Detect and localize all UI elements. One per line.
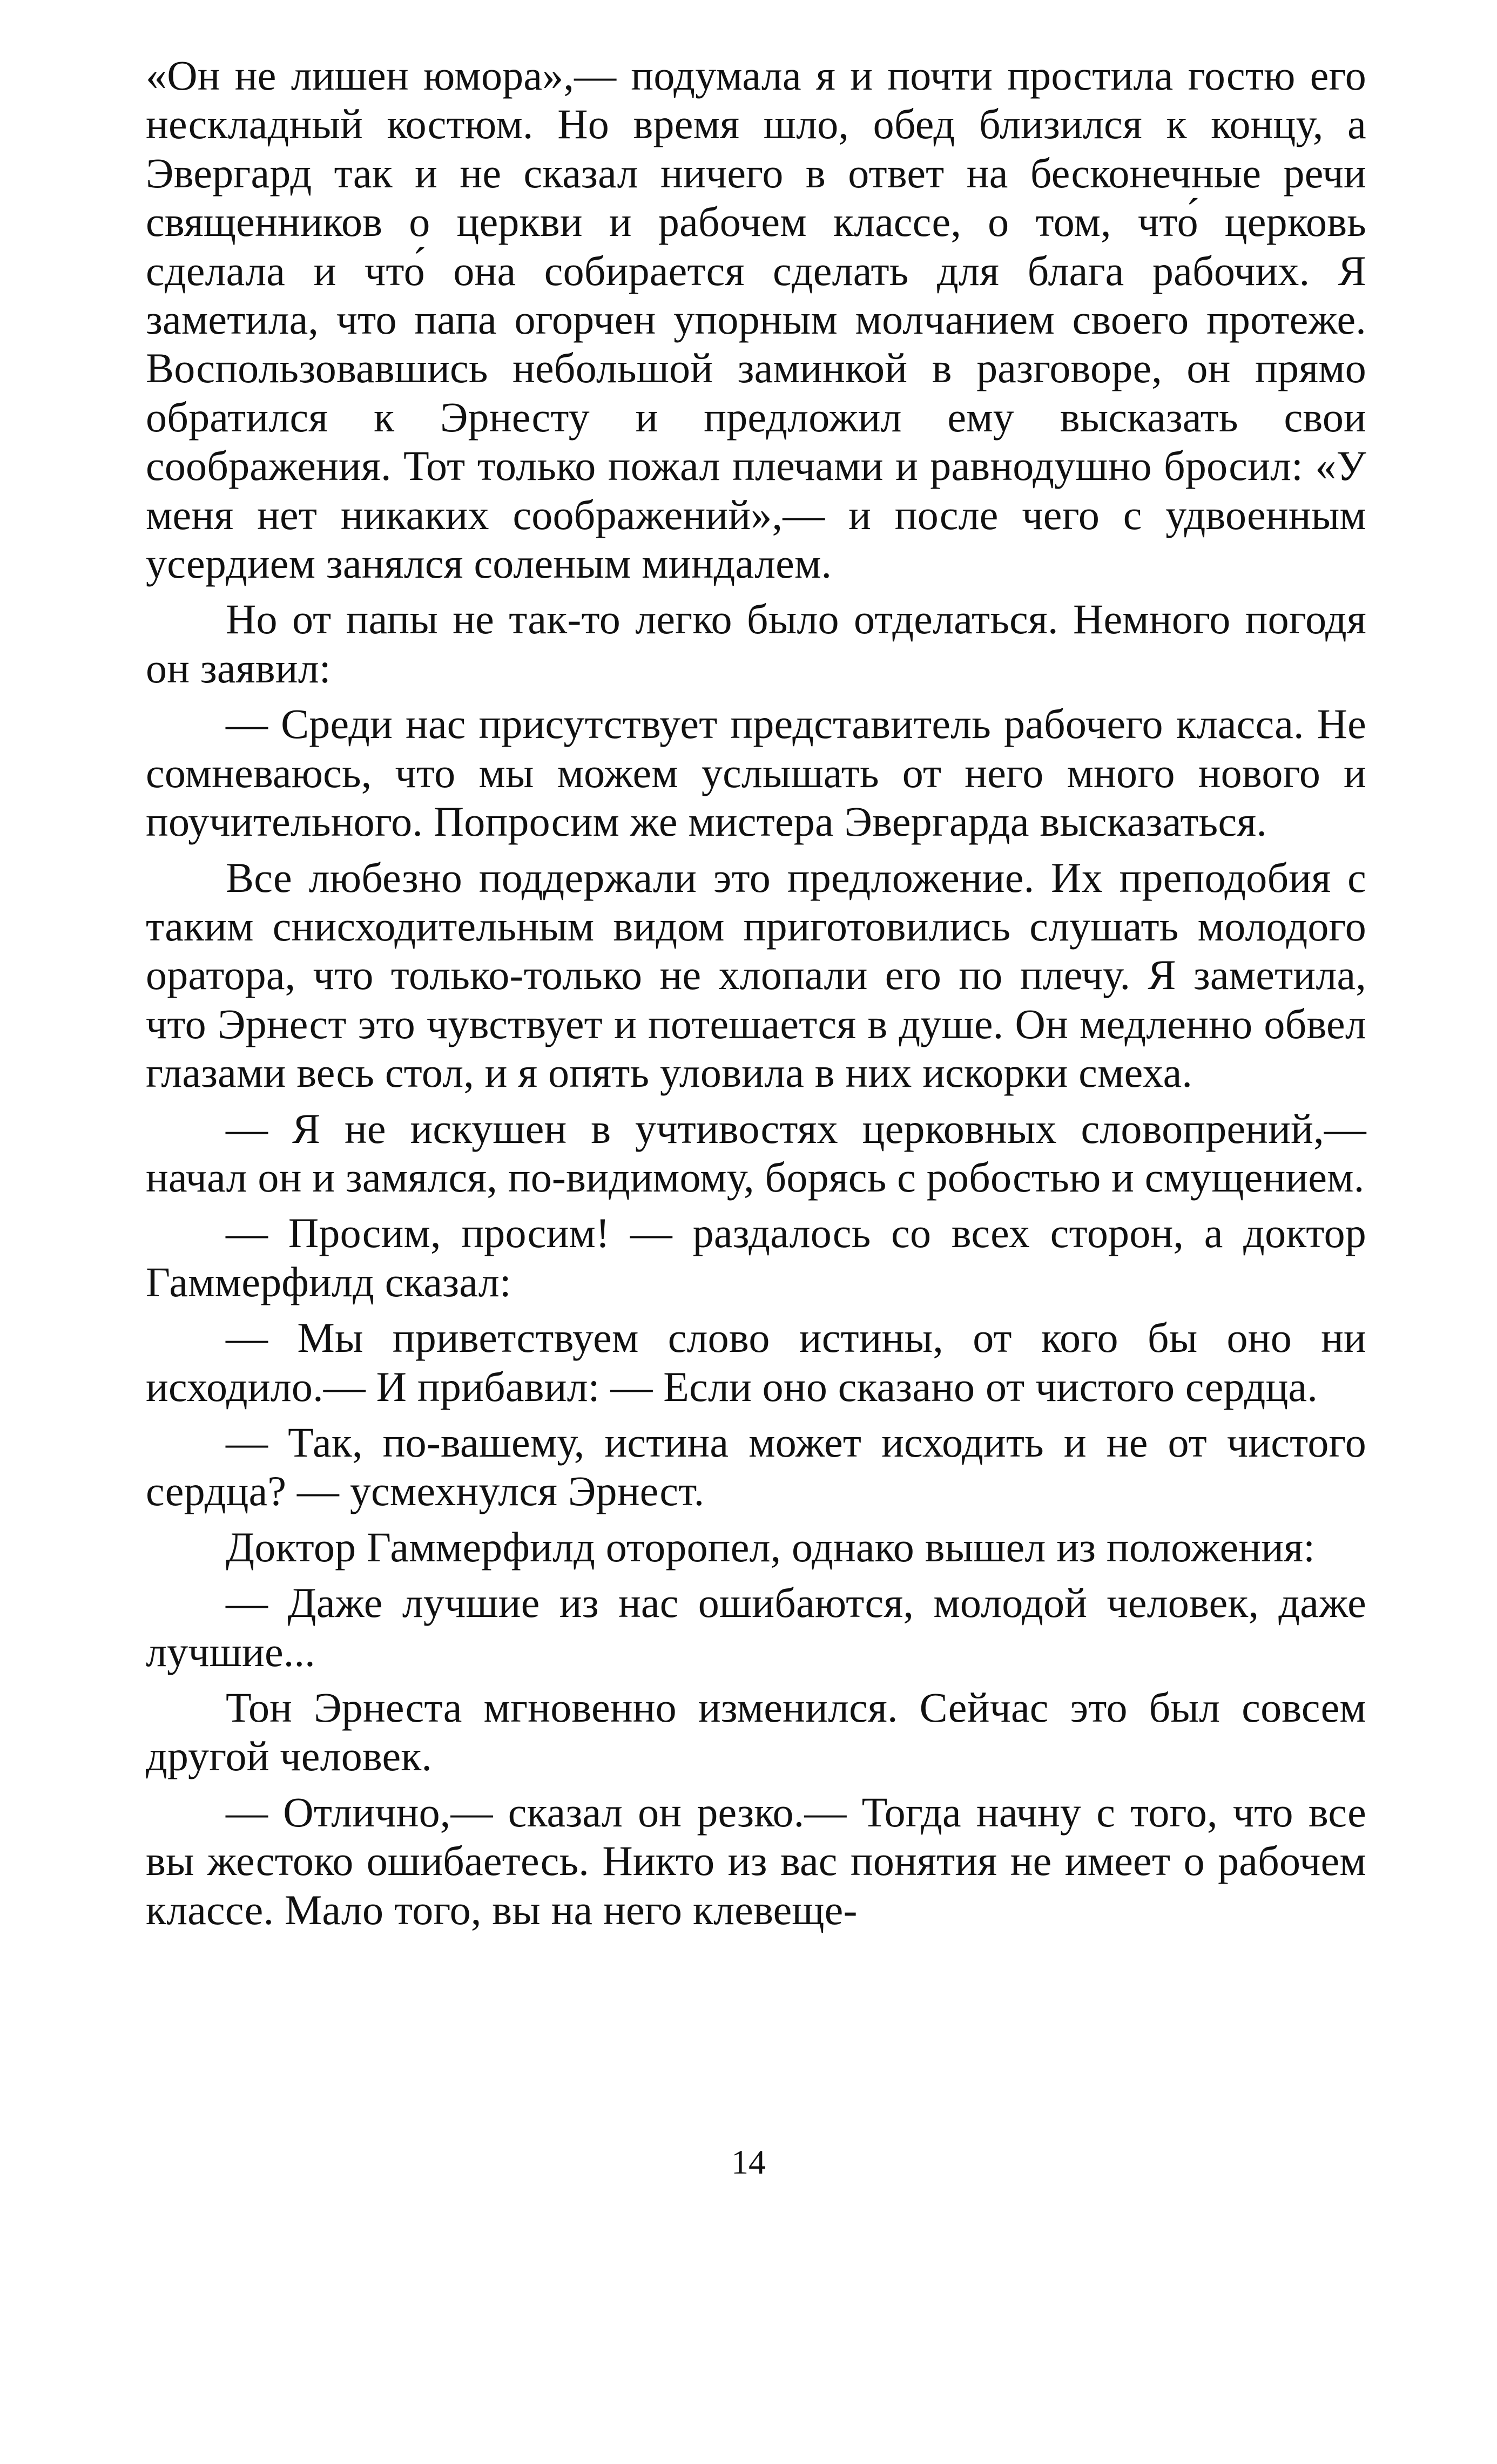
paragraph-11: Тон Эрнеста мгновенно изменился. Сейчас это был совсем другой человек. — [146, 1684, 1366, 1780]
body-text — [146, 51, 1366, 1934]
paragraph-8: — Так, по-вашему, истина может исходить и не от чистого сердца? — усмехнулся Эрнест. — [146, 1418, 1366, 1515]
paragraph-3: — Среди нас присутствует представитель рабочего класса. Не сомневаюсь, что мы можем услышать от него много нового и поучительного. Попросим же мистера Эвергарда высказаться. — [146, 700, 1366, 845]
paragraph-10: — Даже лучшие из нас ошибаются, молодой человек, даже лучшие... — [146, 1579, 1366, 1675]
page-content — [146, 51, 1366, 1941]
paragraph-7: — Мы приветствуем слово истины, от кого бы оно ни исходило.— И прибавил: — Если оно сказано от чистого сердца. — [146, 1314, 1366, 1410]
paragraph-12: — Отлично,— сказал он резко.— Тогда начну с того, что все вы жестоко ошибаетесь. Никто из вас понятия не имеет о рабочем классе. Мало того, вы на него клевеще- — [146, 1788, 1366, 1933]
paragraph-1: «Он не лишен юмора»,— подумала я и почти простила гостю его нескладный костюм. Но время шло, обед близился к концу, а Эвергард так и не сказал ничего в ответ на бесконечные речи священников о церкви и рабочем классе, о том, что́ церковь сделала и что́ она собирается сделать для блага рабочих. Я заметила, что папа огорчен упорным молчанием своего протеже. Воспользовавшись небольшой заминкой в разговоре, он прямо обратился к Эрнесту и предложил ему высказать свои соображения. Тот только пожал плечами и равнодушно бросил: «У меня нет никаких соображений»,— и после чего с удвоенным усердием занялся соленым миндалем. — [146, 52, 1366, 587]
paragraph-2: Но от папы не так-то легко было отделаться. Немного погодя он заявил: — [146, 595, 1366, 692]
paragraph-4: Все любезно поддержали это предложение. Их преподобия с таким снисходительным видом приготовились слушать молодого оратора, что только-только не хлопали его по плечу. Я заметила, что Эрнест это чувствует и потешается в душе. Он медленно обвел глазами весь стол, и я опять уловила в них искорки смеха. — [146, 854, 1366, 1096]
page-number: 14 — [731, 2143, 766, 2181]
paragraph-9: Доктор Гаммерфилд оторопел, однако вышел из положения: — [226, 1523, 1316, 1571]
paragraph-6: — Просим, просим! — раздалось со всех сторон, а доктор Гаммерфилд сказал: — [146, 1209, 1366, 1305]
paragraph-5: — Я не искушен в учтивостях церковных словопрений,— начал он и замялся, по-видимому, борясь с робостью и смущением. — [146, 1105, 1366, 1201]
